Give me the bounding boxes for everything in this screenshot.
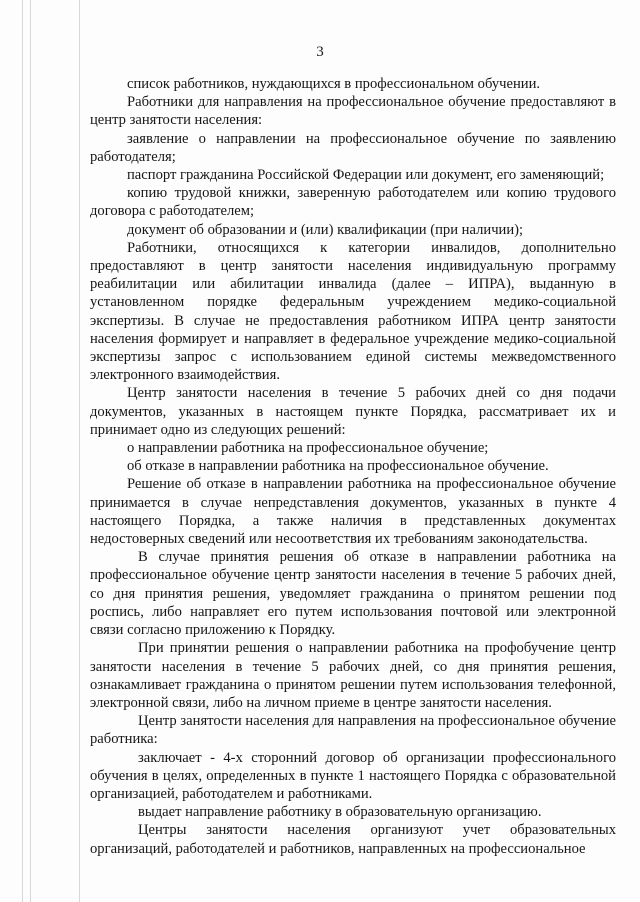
paragraph: Центр занятости населения для направления на профессиональное обучение работника: <box>90 713 616 748</box>
paragraph: об отказе в направлении работника на профессиональное обучение. <box>127 458 549 475</box>
paragraph: заявление о направлении на профессиональное обучение по заявлению работодателя; <box>90 130 616 165</box>
scan-edge-line <box>22 0 23 902</box>
paragraph: Работники для направления на профессиональное обучение предоставляют в центр занятости населения: <box>90 94 616 129</box>
scan-edge-line <box>79 0 80 902</box>
scan-edge-line <box>30 0 31 902</box>
paragraph: Работники, относящихся к категории инвалидов, дополнительно предоставляют в центр занятости населения индивидуальную программу реабилитации или абилитации инвалида (далее – ИПРА), выданную в установленном порядке федеральным учреждением медико-социальной экспертизы. В случае не предоставления работником ИПРА центр занятости населения формирует и направляет в федеральное учреждение медико-социальной экспертизы запрос с использованием единой системы межведомственного электронного взаимодействия. <box>90 239 616 384</box>
document-body <box>90 75 616 858</box>
page-number: 3 <box>316 44 324 60</box>
paragraph: При принятии решения о направлении работника на профобучение центр занятости населения в течение 5 рабочих дней, со дня принятия решения, ознакамливает гражданина о принятом решении путем использования телефонной, электронной связи, либо на личном приеме в центре занятости населения. <box>90 640 616 711</box>
paragraph: Центры занятости населения организуют учет образовательных организаций, работодателей и работников, направленных на профессиональное <box>90 822 616 857</box>
paragraph: В случае принятия решения об отказе в направлении работника на профессиональное обучение центр занятости населения в течение 5 рабочих дней, со дня принятия решения, уведомляет гражданина о принятом решении под роспись, либо направляет его путем использования почтовой или электронной связи согласно приложению к Порядку. <box>90 549 616 639</box>
paragraph: копию трудовой книжки, заверенную работодателем или копию трудового договора с работодателем; <box>90 185 616 220</box>
paragraph: Центр занятости населения в течение 5 рабочих дней со дня подачи документов, указанных в настоящем пункте Порядка, рассматривает их и принимает одно из следующих решений: <box>90 385 616 438</box>
paragraph: заключает - 4-х сторонний договор об организации профессионального обучения в целях, определенных в пункте 1 настоящего Порядка с образовательной организацией, работодателем и работниками. <box>90 749 616 802</box>
paragraph: выдает направление работнику в образовательную организацию. <box>138 804 542 821</box>
paragraph: Решение об отказе в направлении работника на профессиональное обучение принимается в случае непредставления документов, указанных в пункте 4 настоящего Порядка, а также наличия в представленных документах недостоверных сведений или несоответствия их требованиям законодательства. <box>90 476 616 548</box>
paragraph: документ об образовании и (или) квалификации (при наличии); <box>127 221 524 238</box>
paragraph: паспорт гражданина Российской Федерации или документ, его заменяющий; <box>127 167 605 184</box>
paragraph: о направлении работника на профессиональное обучение; <box>127 440 489 457</box>
paragraph: список работников, нуждающихся в профессиональном обучении. <box>127 76 541 92</box>
